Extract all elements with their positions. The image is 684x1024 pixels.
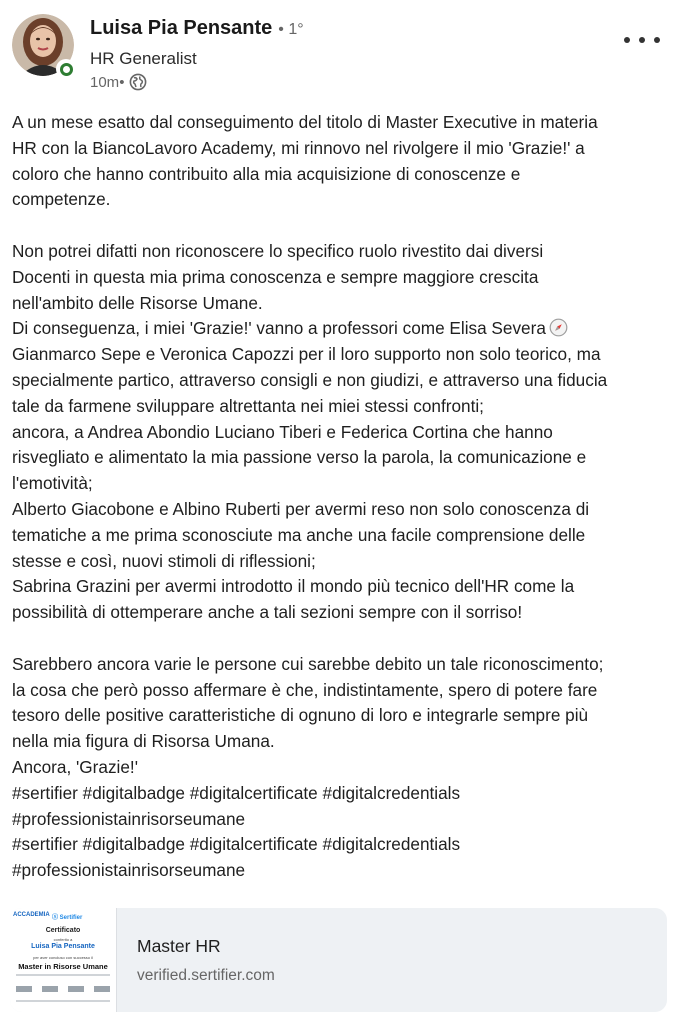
hashtag-line[interactable]: #professionistainrisorseumane [12, 808, 246, 829]
author-headline: HR Generalist [90, 49, 197, 68]
post-time: 10m [90, 73, 120, 91]
partner-logo-icon [16, 986, 32, 992]
thumb-small-text-2: per aver concluso con successo il [33, 955, 93, 960]
author-line [90, 17, 304, 40]
more-dot-icon [624, 37, 630, 43]
hashtag-line[interactable]: #professionistainrisorseumane [12, 860, 246, 881]
thumb-logo-text: Ⓢ Sertifier [52, 915, 83, 921]
post-line: nell'ambito delle Risorse Umane. [12, 292, 263, 313]
meta-separator: • [119, 73, 125, 91]
compass-emoji-icon [549, 318, 568, 337]
post-line: specialmente partico, attraverso consigli e non giudizi, e attraverso una fiducia [12, 369, 608, 390]
more-options-button[interactable] [624, 32, 660, 48]
link-preview-card[interactable] [10, 908, 667, 1012]
partner-logo-icon [68, 986, 84, 992]
post-body-text [12, 110, 678, 884]
thumb-small-text: conferito a [53, 937, 73, 942]
blank-line [12, 213, 678, 239]
post-line: risvegliato e alimentato la mia passione verso la parola, la comunicazione e [12, 447, 587, 468]
online-ring-icon [60, 63, 73, 76]
thumb-recipient: Luisa Pia Pensante [31, 943, 95, 950]
author-avatar[interactable] [12, 14, 74, 76]
post-line-with-emoji [12, 316, 678, 342]
post-line: Sarebbero ancora varie le persone cui sarebbe debito un tale riconoscimento; [12, 653, 604, 674]
post-line: HR con la BiancoLavoro Academy, mi rinnovo nel rivolgere il mio 'Grazie!' a [12, 137, 585, 158]
thumb-program: Master in Risorse Umane [18, 962, 108, 971]
post-line: competenze. [12, 189, 111, 210]
post-line: A un mese esatto dal conseguimento del titolo di Master Executive in materia [12, 112, 598, 132]
post-line: stesse e così, nuovi stimoli di riflessioni; [12, 550, 316, 571]
thumb-org-text: ACCADEMIA [13, 912, 50, 918]
post-line: tale da farmene sviluppare altrettanta nei miei stessi confronti; [12, 395, 484, 416]
connection-degree: • 1° [278, 21, 304, 38]
thumb-partner-logos [16, 986, 110, 994]
post-line: Docenti in questa mia prima conoscenza e sempre maggiore crescita [12, 266, 539, 287]
thumb-footer-line [16, 1000, 110, 1002]
post-line: Sabrina Grazini per avermi introdotto il mondo più tecnico dell'HR come la [12, 576, 575, 597]
hashtag-line[interactable]: #sertifier #digitalbadge #digitalcertificate #digitalcredentials [12, 834, 461, 855]
link-title: Master HR [137, 936, 221, 956]
post-line: nella mia figura di Risorsa Umana. [12, 731, 275, 752]
post-line: coloro che hanno contribuito alla mia acquisizione di conoscenze e [12, 163, 521, 184]
globe-icon [129, 73, 147, 91]
post-line: Non potrei difatti non riconoscere lo specifico ruolo rivestito dai diversi [12, 240, 544, 261]
online-status-indicator [56, 59, 76, 79]
post-line: ancora, a Andrea Abondio Luciano Tiberi e Federica Cortina che hanno [12, 421, 553, 442]
post-header [0, 0, 684, 100]
more-dot-icon [639, 37, 645, 43]
partner-logo-icon [94, 986, 110, 992]
link-domain: verified.sertifier.com [137, 967, 275, 984]
post-meta [90, 73, 147, 91]
link-thumbnail [10, 908, 117, 1012]
post-line: Ancora, 'Grazie!' [12, 756, 138, 777]
post-line: l'emotività; [12, 473, 93, 494]
thumb-divider [16, 974, 110, 976]
blank-line [12, 626, 678, 652]
post-line: Alberto Giacobone e Albino Ruberti per avermi reso non solo conoscenza di [12, 498, 590, 519]
post-line: Gianmarco Sepe e Veronica Capozzi per il loro supporto non solo teorico, ma [12, 344, 601, 365]
link-card-text [117, 908, 275, 1012]
partner-logo-icon [42, 986, 58, 992]
author-name[interactable]: Luisa Pia Pensante [90, 17, 273, 39]
post-line: la cosa che però posso affermare è che, indistintamente, spero di potere fare [12, 679, 598, 700]
post-line: tematiche a me prima sconosciute ma anche una facile comprensione delle [12, 524, 586, 545]
post-line: tesoro delle positive caratteristiche di ognuno di loro e integrarle sempre più [12, 705, 589, 726]
post-line: Di conseguenza, i miei 'Grazie!' vanno a professori come Elisa Severa [12, 318, 546, 339]
more-dot-icon [654, 37, 660, 43]
post-line: possibilità di ottemperare anche a tali sezioni sempre con il sorriso! [12, 602, 523, 623]
thumb-heading: Certificato [45, 927, 81, 934]
hashtag-line[interactable]: #sertifier #digitalbadge #digitalcertificate #digitalcredentials [12, 782, 461, 803]
